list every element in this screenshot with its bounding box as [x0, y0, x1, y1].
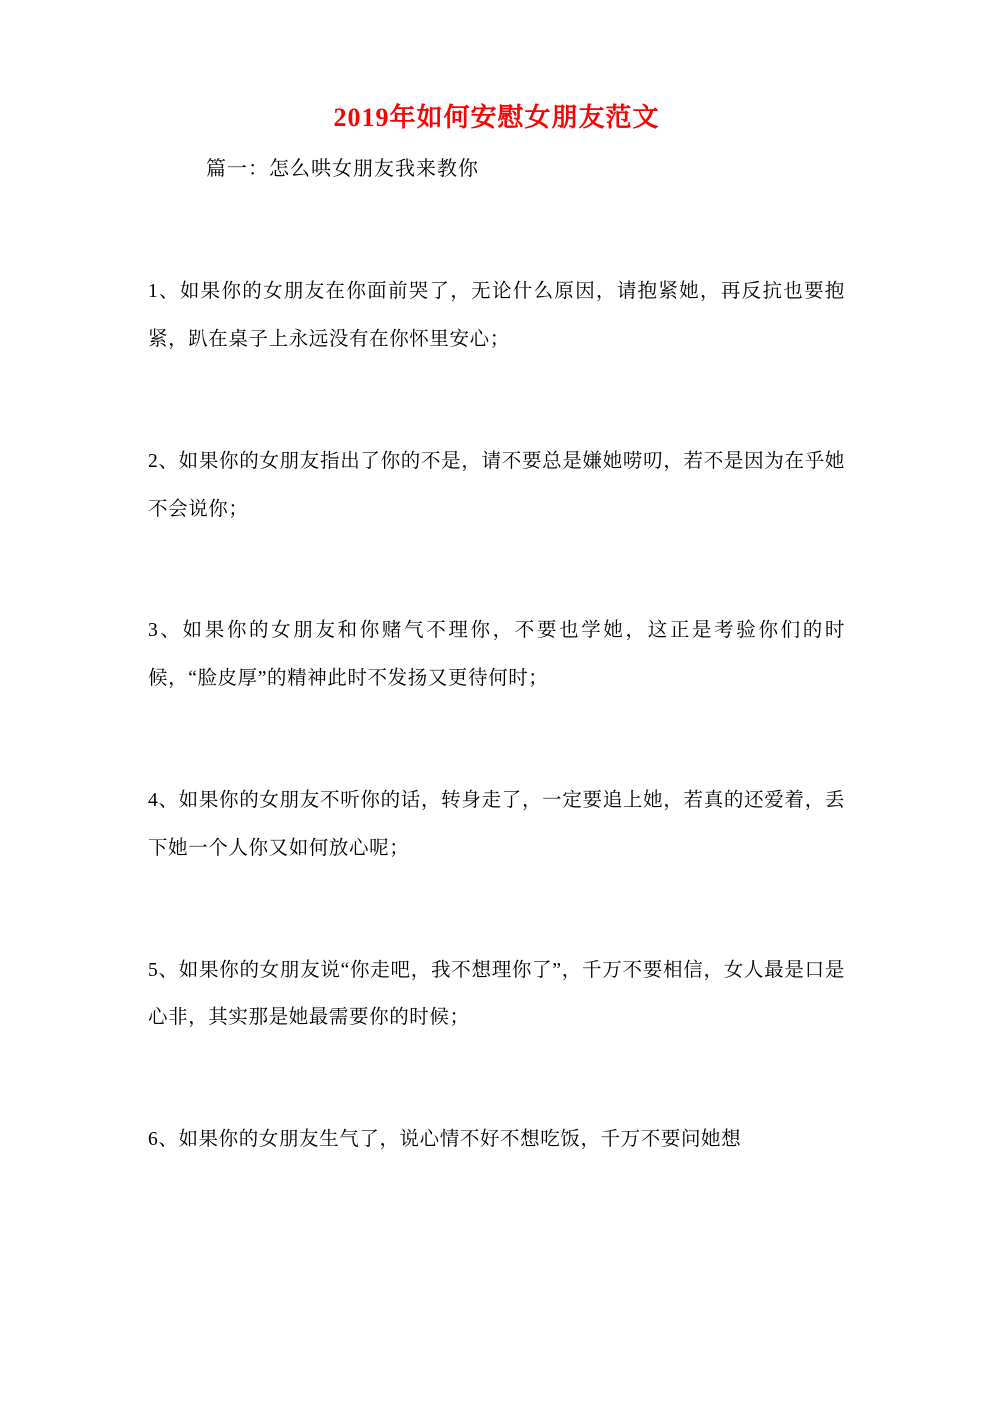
paragraph-gap-4: [148, 873, 845, 947]
paragraph-gap-2: [148, 533, 845, 607]
paragraph-5: 5、如果你的女朋友说“你走吧，我不想理你了”，千万不要相信，女人最是口是心非，其实那是她最需要你的时候；: [148, 959, 845, 1029]
spacer-after-subtitle: [148, 184, 845, 268]
paragraph-6: 6、如果你的女朋友生气了，说心情不好不想吃饭，千万不要问她想: [148, 1129, 742, 1151]
paragraph-1: 1、如果你的女朋友在你面前哭了，无论什么原因，请抱紧她，再反抗也要抱紧，趴在桌子上永远没有在你怀里安心；: [148, 281, 845, 351]
paragraph-gap-1: [148, 364, 845, 438]
paragraph-2: 2、如果你的女朋友指出了你的不是，请不要总是嫌她唠叨，若不是因为在乎她不会说你；: [148, 450, 845, 520]
paragraph-3: 3、如果你的女朋友和你赌气不理你，不要也学她，这正是考验你们的时候，“脸皮厚”的精神此时不发扬又更待何时；: [148, 620, 845, 690]
paragraph-gap-5: [148, 1042, 845, 1116]
document-subtitle: 篇一：怎么哄女朋友我来教你: [206, 158, 479, 181]
document-body: [148, 268, 845, 1163]
paragraph-4: 4、如果你的女朋友不听你的话，转身走了，一定要追上她，若真的还爱着，丢下她一个人你又如何放心呢；: [148, 789, 845, 859]
paragraph-gap-3: [148, 703, 845, 777]
page-title: 2019年如何安慰女朋友范文: [333, 103, 660, 132]
